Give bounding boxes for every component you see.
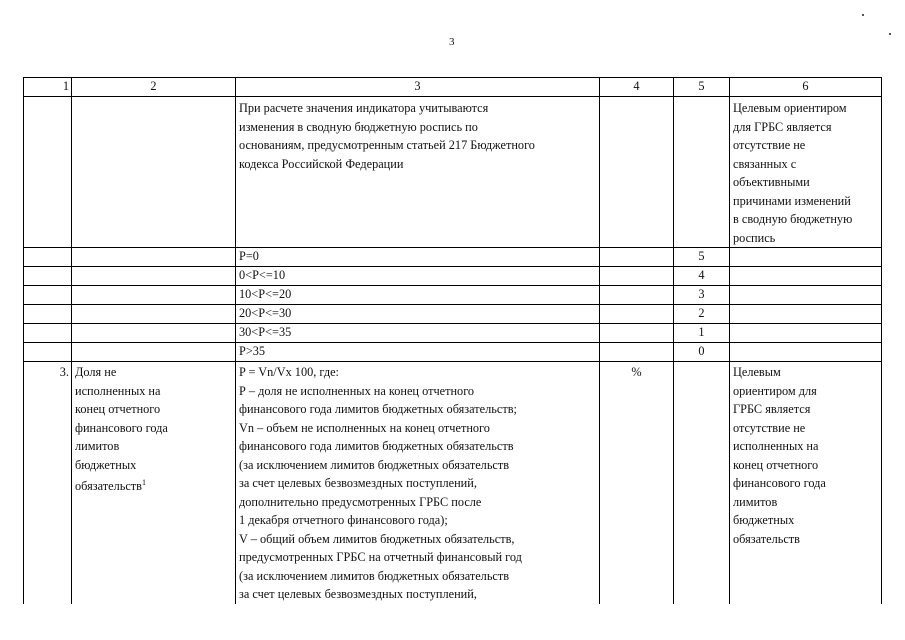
scale-score: 2 (674, 305, 730, 324)
unit-of-measure: % (600, 362, 674, 604)
indicator-table (23, 77, 882, 604)
header-col-5: 5 (674, 78, 730, 97)
indicator-target: Целевым ориентиром для ГРБС является отсутствие не исполненных на конец отчетного финансового года лимитов бюджетных обязательств (733, 365, 826, 546)
calculation-note: При расчете значения индикатора учитываются изменения в сводную бюджетную роспись по основаниям, предусмотренным статьей 217 Бюджетного кодекса Российской Федерации (239, 101, 535, 171)
page-number: 3 (449, 36, 455, 48)
table-row (24, 286, 882, 305)
scale-condition: P>35 (236, 343, 600, 362)
table-row-description (24, 97, 882, 248)
table-row-indicator-3 (24, 362, 882, 604)
table-row (24, 343, 882, 362)
scale-score: 1 (674, 324, 730, 343)
header-col-2: 2 (72, 78, 236, 97)
scale-condition: P=0 (236, 248, 600, 267)
table-row (24, 324, 882, 343)
scan-speck (889, 33, 891, 35)
header-col-3: 3 (236, 78, 600, 97)
scale-score: 4 (674, 267, 730, 286)
indicator-formula: P = Vn/Vx 100, где: (239, 365, 339, 379)
scale-condition: 10<P<=20 (236, 286, 600, 305)
scan-speck (862, 14, 864, 16)
scale-condition: 30<P<=35 (236, 324, 600, 343)
footnote-marker: 1 (141, 478, 146, 487)
target-note: Целевым ориентиром для ГРБС является отсутствие не связанных с объективными причинами изменений в сводную бюджетную роспись (733, 101, 853, 245)
formula-description: Р – доля не исполненных на конец отчетного финансового года лимитов бюджетных обязательств; Vn – объем не исполненных на конец отчетного финансового года лимитов бюджетных обязательств (за исключением лимитов бюджетных обязательств за счет целевых безвозмездных поступлений, дополнительно предусмотренных ГРБС после 1 декабря отчетного финансового года); V – общий объем лимитов бюджетных обязательств, предусмотренных ГРБС на отчетный финансовый год (за исключением лимитов бюджетных обязательств за счет целевых безвозмездных поступлений, (239, 383, 522, 601)
scale-condition: 20<P<=30 (236, 305, 600, 324)
scale-condition: 0<P<=10 (236, 267, 600, 286)
header-col-6: 6 (730, 78, 882, 97)
table-row (24, 267, 882, 286)
table-row (24, 248, 882, 267)
header-col-4: 4 (600, 78, 674, 97)
table-row (24, 305, 882, 324)
header-col-1: 1 (24, 78, 72, 97)
column-number-row (24, 78, 882, 97)
indicator-number: 3. (24, 362, 72, 604)
scale-score: 3 (674, 286, 730, 305)
scale-score: 0 (674, 343, 730, 362)
scale-score: 5 (674, 248, 730, 267)
indicator-name: Доля не исполненных на конец отчетного финансового года лимитов бюджетных обязательств (75, 365, 168, 494)
